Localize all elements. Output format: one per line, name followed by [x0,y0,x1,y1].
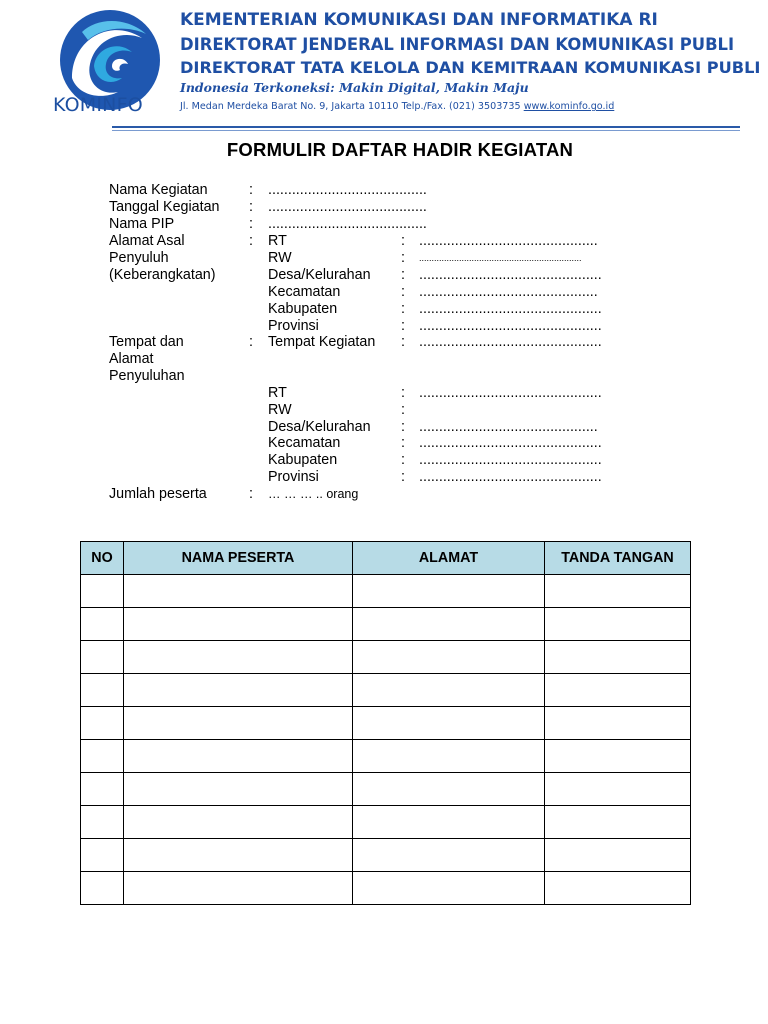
table-row [81,674,691,707]
label-alamat-asal-2: Penyuluh [109,250,169,266]
label-alamat-asal-3: (Keberangkatan) [109,267,216,283]
colon: : [401,334,405,350]
cell-tanda-tangan[interactable] [545,740,691,773]
table-row [81,872,691,905]
cell-tanda-tangan[interactable] [545,707,691,740]
cell-tanda-tangan[interactable] [545,839,691,872]
colon: : [401,385,405,401]
cell-no[interactable] [81,773,124,806]
cell-alamat[interactable] [353,740,545,773]
sub-label-kabupaten: Kabupaten [268,301,338,317]
sub-label-kecamatan: Kecamatan [268,435,341,451]
form-title: FORMULIR DAFTAR HADIR KEGIATAN [226,139,574,160]
colon: : [249,199,253,215]
table-header-row [81,542,691,575]
cell-tanda-tangan[interactable] [545,575,691,608]
tagline: Indonesia Terkoneksi: Makin Digital, Makin Maju [180,80,529,95]
cell-alamat[interactable] [353,575,545,608]
sub-label-provinsi: Provinsi [268,318,319,334]
colon: : [401,284,405,300]
table-row [81,740,691,773]
header-rule-thin [112,130,740,131]
colon: : [249,233,253,249]
label-tempat-2: Alamat [109,351,154,367]
col-header-no: NO [81,542,124,575]
cell-nama-peserta[interactable] [124,674,353,707]
field-asal-kabupaten[interactable]: .............................................. [419,301,602,317]
field-asal-kecamatan[interactable]: ............................................. [419,284,598,300]
cell-no[interactable] [81,707,124,740]
cell-alamat[interactable] [353,707,545,740]
table-row [81,575,691,608]
ministry-name: KEMENTERIAN KOMUNIKASI DAN INFORMATIKA RI [180,10,658,30]
colon: : [401,301,405,317]
label-nama-pip: Nama PIP [109,216,175,232]
cell-tanda-tangan[interactable] [545,806,691,839]
cell-nama-peserta[interactable] [124,872,353,905]
sub-label-desa: Desa/Kelurahan [268,419,371,435]
field-jumlah-peserta[interactable]: … … … .. orang [268,487,359,501]
cell-alamat[interactable] [353,608,545,641]
sub-label-desa: Desa/Kelurahan [268,267,371,283]
cell-nama-peserta[interactable] [124,608,353,641]
table-row [81,707,691,740]
field-tempat-provinsi[interactable]: .............................................. [419,469,602,485]
colon: : [401,419,405,435]
cell-nama-peserta[interactable] [124,773,353,806]
col-header-nama-peserta: NAMA PESERTA [124,542,353,575]
cell-tanda-tangan[interactable] [545,608,691,641]
label-tanggal-kegiatan: Tanggal Kegiatan [109,199,220,215]
field-asal-desa[interactable]: .............................................. [419,267,602,283]
cell-no[interactable] [81,806,124,839]
table-row [81,839,691,872]
cell-no[interactable] [81,674,124,707]
col-header-tanda-tangan: TANDA TANGAN [545,542,691,575]
colon: : [401,318,405,334]
header-rule [112,126,740,128]
cell-nama-peserta[interactable] [124,707,353,740]
cell-no[interactable] [81,575,124,608]
sub-label-kabupaten: Kabupaten [268,452,338,468]
cell-alamat[interactable] [353,806,545,839]
label-tempat: Tempat dan [109,334,184,350]
table-row [81,641,691,674]
label-alamat-asal: Alamat Asal [109,233,185,249]
sub-label-provinsi: Provinsi [268,469,319,485]
field-asal-rt[interactable]: ............................................. [419,233,598,249]
cell-no[interactable] [81,839,124,872]
sub-label-tempat-kegiatan: Tempat Kegiatan [268,334,376,350]
field-tempat-kegiatan[interactable]: .............................................. [419,334,602,350]
colon: : [401,233,405,249]
cell-tanda-tangan[interactable] [545,641,691,674]
cell-alamat[interactable] [353,773,545,806]
field-asal-provinsi[interactable]: .............................................. [419,318,602,334]
cell-nama-peserta[interactable] [124,641,353,674]
colon: : [401,402,405,418]
field-tempat-desa[interactable]: ............................................. [419,419,598,435]
attendance-table [80,541,691,905]
col-header-alamat: ALAMAT [353,542,545,575]
field-tempat-kabupaten[interactable]: .............................................. [419,452,602,468]
field-tanggal-kegiatan[interactable]: ........................................ [268,199,427,215]
cell-alamat[interactable] [353,674,545,707]
field-nama-kegiatan[interactable]: ........................................ [268,182,427,198]
colon: : [249,182,253,198]
cell-tanda-tangan[interactable] [545,674,691,707]
cell-tanda-tangan[interactable] [545,872,691,905]
cell-nama-peserta[interactable] [124,806,353,839]
cell-alamat[interactable] [353,839,545,872]
colon: : [249,334,253,350]
logo-wordmark: KOMINFO [53,94,143,116]
colon: : [401,452,405,468]
sub-label-rt: RT [268,233,287,249]
field-nama-pip[interactable]: ........................................ [268,216,427,232]
table-row [81,608,691,641]
label-tempat-3: Penyuluhan [109,368,185,384]
website-link[interactable]: www.kominfo.go.id [523,101,615,112]
field-tempat-kecamatan[interactable]: .............................................. [419,435,602,451]
cell-no[interactable] [81,740,124,773]
field-asal-rw[interactable]: ................................................................. [419,253,582,263]
cell-nama-peserta[interactable] [124,575,353,608]
colon: : [401,435,405,451]
cell-no[interactable] [81,641,124,674]
table-body [81,575,691,905]
cell-no[interactable] [81,608,124,641]
sub-label-kecamatan: Kecamatan [268,284,341,300]
directorate-name: DIREKTORAT TATA KELOLA DAN KEMITRAAN KOMUNIKASI PUBLI [180,58,761,77]
cell-nama-peserta[interactable] [124,839,353,872]
cell-no[interactable] [81,872,124,905]
colon: : [401,250,405,266]
cell-alamat[interactable] [353,641,545,674]
address [180,101,614,112]
address-text: Jl. Medan Merdeka Barat No. 9, Jakarta 10110 Telp./Fax. (021) 3503735 [180,101,524,112]
colon: : [249,486,253,502]
field-tempat-rt[interactable]: .............................................. [419,385,602,401]
colon: : [401,469,405,485]
table-row [81,773,691,806]
colon: : [249,216,253,232]
directorate-general-name: DIREKTORAT JENDERAL INFORMASI DAN KOMUNIKASI PUBLI [180,35,735,54]
sub-label-rw: RW [268,250,292,266]
cell-tanda-tangan[interactable] [545,773,691,806]
sub-label-rw: RW [268,402,292,418]
sub-label-rt: RT [268,385,287,401]
cell-nama-peserta[interactable] [124,740,353,773]
cell-alamat[interactable] [353,872,545,905]
label-jumlah-peserta: Jumlah peserta [109,486,207,502]
label-nama-kegiatan: Nama Kegiatan [109,182,208,198]
table-row [81,806,691,839]
colon: : [401,267,405,283]
